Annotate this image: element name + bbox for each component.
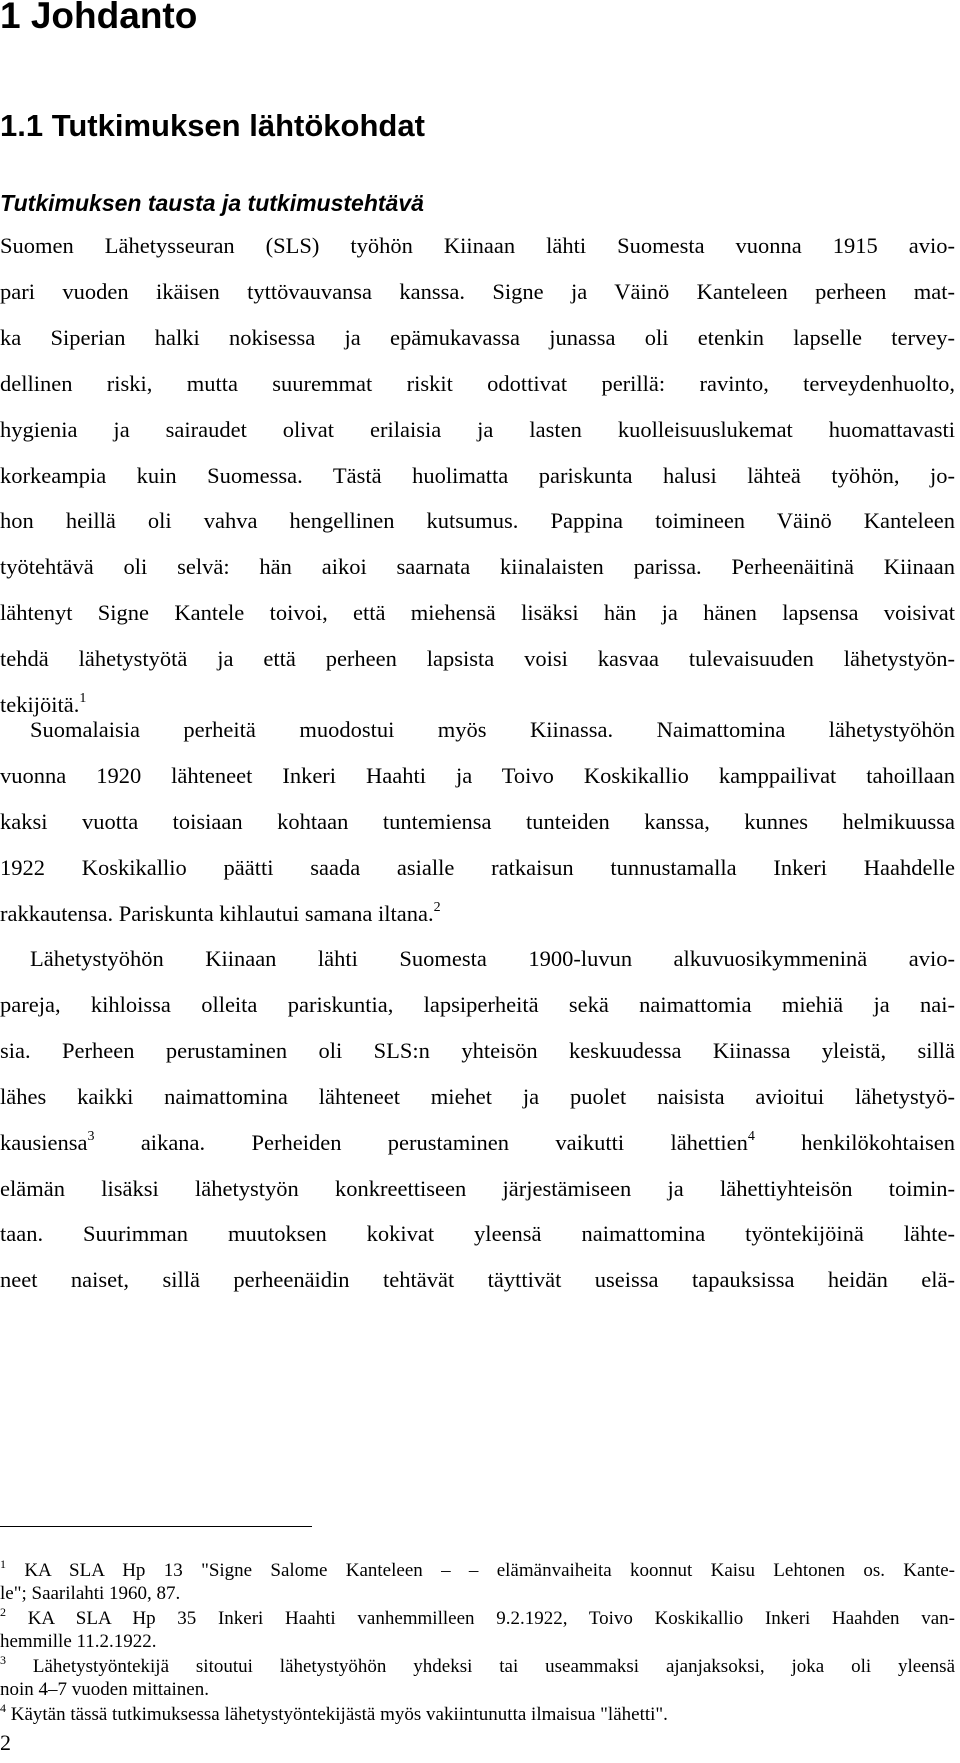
body-line: lähes kaikki naimattomina lähteneet miehet ja puolet naisista avioitui lähetystyö- <box>0 1083 955 1109</box>
footnote-text: KA SLA Hp 35 Inkeri Haahti vanhemmilleen 9.2.1922, Toivo Koskikallio Inkeri Haahden van- <box>27 1608 956 1629</box>
footnote-reference[interactable]: 1 <box>79 691 87 707</box>
body-line: ka Siperian halki nokisessa ja epämukavassa junassa oli etenkin lapselle tervey- <box>0 324 955 350</box>
body-line: Lähetystyöhön Kiinaan lähti Suomesta 1900-luvun alkuvuosikymmeninä avio- <box>30 946 955 971</box>
body-line: tehdä lähetystyötä ja että perheen lapsista voisi kasvaa tulevaisuuden lähetystyön- <box>0 646 955 672</box>
footnote-number: 2 <box>0 1605 6 1619</box>
footnote-reference[interactable]: 4 <box>747 1128 755 1144</box>
body-line: hygienia ja sairaudet olivat erilaisia ja lasten kuolleisuuslukemat huomattavasti <box>0 416 955 442</box>
footnote-4 <box>0 1701 955 1727</box>
body-line: Suomen Lähetysseuran (SLS) työhön Kiinaan lähti Suomesta vuonna 1915 avio- <box>0 233 955 258</box>
section-heading: 1.1 Tutkimuksen lähtökohdat <box>0 108 425 143</box>
subsection-heading: Tutkimuksen tausta ja tutkimustehtävä <box>0 190 424 216</box>
body-text-fragment: rakkautensa. Pariskunta kihlautui samana iltana. <box>0 900 434 926</box>
footnote-1 <box>0 1557 956 1605</box>
footnote-line <box>0 1653 956 1679</box>
body-line: sia. Perheen perustaminen oli SLS:n yhteisön keskuudessa Kiinassa yleistä, sillä <box>0 1037 955 1063</box>
body-line: korkeampia kuin Suomessa. Tästä huolimatta pariskunta halusi lähteä työhön, jo- <box>0 462 955 488</box>
body-line: lähtenyt Signe Kantele toivoi, että miehensä lisäksi hän ja hänen lapsensa voisivat <box>0 600 955 626</box>
footnote-line <box>0 1557 956 1583</box>
body-line <box>0 1120 955 1166</box>
footnote-line: le"; Saarilahti 1960, 87. <box>0 1582 181 1604</box>
body-text-fragment: henkilökohtaisen <box>754 1129 955 1155</box>
body-line: 1922 Koskikallio päätti saada asialle ratkaisun tunnustamalla Inkeri Haahdelle <box>0 854 955 880</box>
body-line: työtehtävä oli selvä: hän aikoi saarnata kiinalaisten parissa. Perheenäitinä Kiinaan <box>0 554 955 580</box>
body-text-fragment: aikana. Perheiden perustaminen vaikutti lähettien <box>94 1129 748 1155</box>
footnote-reference[interactable]: 3 <box>87 1128 95 1144</box>
paragraph-1 <box>0 223 955 728</box>
body-line: pareja, kihloissa olleita pariskuntia, lapsiperheitä sekä naimattomia miehiä ja nai- <box>0 991 955 1017</box>
footnote-text: KA SLA Hp 13 "Signe Salome Kanteleen – – elämänvaiheita koonnut Kaisu Lehtonen os. Kante- <box>24 1560 956 1581</box>
chapter-heading: 1 Johdanto <box>0 0 198 36</box>
body-line: pari vuoden ikäisen tyttövauvansa kanssa. Signe ja Väinö Kanteleen perheen mat- <box>0 278 955 304</box>
footnote-3 <box>0 1653 956 1701</box>
footnote-number: 1 <box>0 1557 6 1571</box>
body-line: elämän lisäksi lähetystyön konkreettiseen järjestämiseen ja lähettiyhteisön toimin- <box>0 1175 955 1201</box>
body-text-fragment: kausiensa <box>0 1129 88 1155</box>
footnote-number: 4 <box>0 1701 6 1715</box>
paragraph-2 <box>0 707 955 937</box>
footnote-line: noin 4–7 vuoden mittainen. <box>0 1678 209 1700</box>
body-line <box>0 891 955 937</box>
footnote-text: Käytän tässä tutkimuksessa lähetystyöntekijästä myös vakiintunutta ilmaisua "lähetti". <box>10 1704 668 1725</box>
footnote-number: 3 <box>0 1653 6 1667</box>
paragraph-3 <box>0 936 955 1303</box>
footnote-2 <box>0 1605 956 1653</box>
page-number: 2 <box>0 1730 11 1755</box>
footnotes <box>0 1557 956 1730</box>
footnote-reference[interactable]: 2 <box>433 899 441 915</box>
footnote-separator <box>0 1526 312 1527</box>
body-line: kaksi vuotta toisiaan kohtaan tuntemiensa tunteiden kanssa, kunnes helmikuussa <box>0 808 955 834</box>
body-line: taan. Suurimman muutoksen kokivat yleensä naimattomina työntekijöinä lähte- <box>0 1221 955 1247</box>
footnote-line <box>0 1605 956 1631</box>
body-line: vuonna 1920 lähteneet Inkeri Haahti ja Toivo Koskikallio kamppailivat tahoillaan <box>0 762 955 788</box>
footnote-line <box>0 1701 955 1727</box>
body-line: dellinen riski, mutta suuremmat riskit odottivat perillä: ravinto, terveydenhuolto, <box>0 370 955 396</box>
footnote-text: Lähetystyöntekijä sitoutui lähetystyöhön yhdeksi tai useammaksi ajanjaksoksi, joka oli yleensä <box>32 1656 956 1677</box>
body-line: Suomalaisia perheitä muodostui myös Kiinassa. Naimattomina lähetystyöhön <box>30 717 955 742</box>
body-line: hon heillä oli vahva hengellinen kutsumus. Pappina toimineen Väinö Kanteleen <box>0 508 955 534</box>
body-text-fragment: tekijöitä. <box>0 692 80 718</box>
footnote-line: hemmille 11.2.1922. <box>0 1630 157 1652</box>
body-line: neet naiset, sillä perheenäidin tehtävät täyttivät useissa tapauksissa heidän elä- <box>0 1267 955 1293</box>
